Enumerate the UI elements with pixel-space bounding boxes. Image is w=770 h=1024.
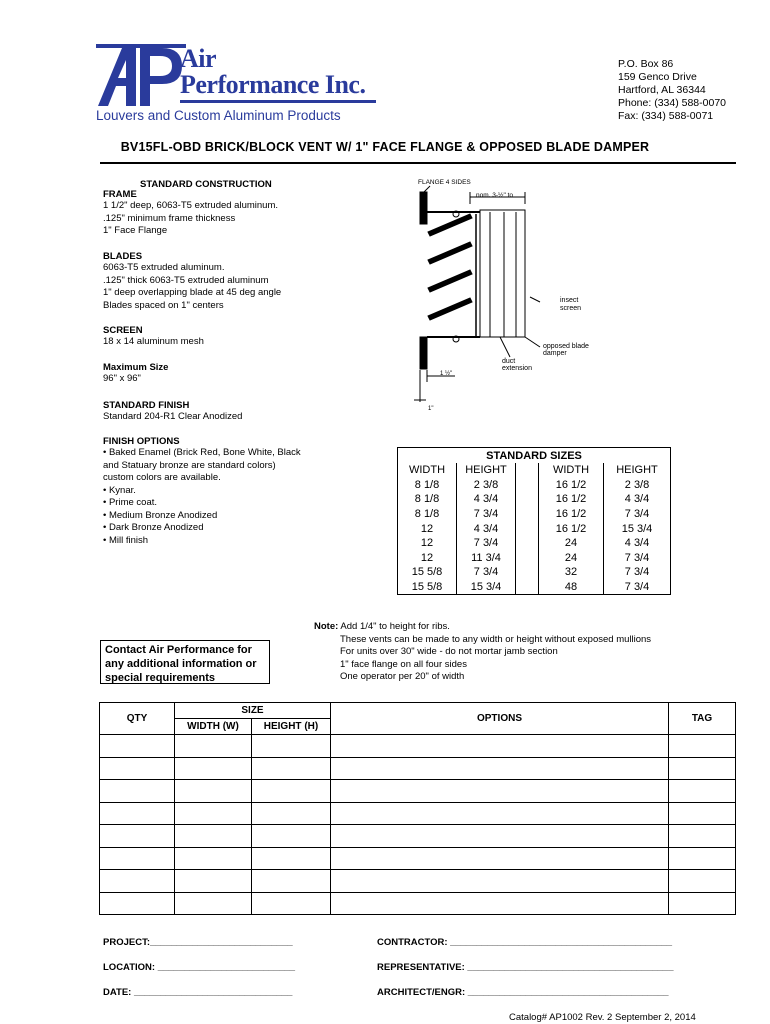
screen-section — [103, 325, 204, 349]
max-size-label: Maximum Size — [103, 362, 169, 373]
finish-options-section — [103, 436, 301, 547]
frame-line: 1" Face Flange — [103, 225, 168, 236]
finish-option: • Mill finish — [103, 534, 149, 546]
blades-line: 1" deep overlapping blade at 45 deg angle — [103, 287, 282, 298]
qty-header: QTY — [100, 703, 175, 735]
blades-section — [103, 251, 281, 312]
finish-option: and Statuary bronze are standard colors) — [103, 459, 276, 471]
note-line: These vents can be made to any width or height without exposed mullions — [340, 633, 652, 645]
diagram-duct-label: extension — [502, 365, 532, 372]
address-line: 159 Genco Drive — [618, 71, 697, 83]
order-table — [99, 702, 736, 915]
note-line: 1" face flange on all four sides — [340, 658, 467, 670]
size-header: SIZE — [175, 703, 331, 719]
blades-line: 6063-T5 extruded aluminum. — [103, 262, 225, 273]
diagram-dim-bottom: 1 ½" — [440, 371, 453, 377]
blades-line: .125" thick 6063-T5 extruded aluminum — [103, 274, 269, 286]
standard-sizes-table — [397, 447, 671, 595]
frame-line: 1 1/2" deep, 6063-T5 extruded aluminum. — [103, 200, 279, 211]
finish-option: • Dark Bronze Anodized — [103, 522, 204, 533]
frame-label: FRAME — [103, 189, 137, 200]
diagram-damper-label: damper — [543, 350, 567, 357]
screen-label: SCREEN — [103, 325, 143, 336]
logo-line-air: Air — [180, 44, 217, 73]
logo-line-performance: Performance Inc. — [180, 70, 366, 99]
options-header: OPTIONS — [331, 703, 669, 735]
sizes-row: 8 1/8 2 3/8 16 1/2 2 3/8 — [398, 478, 670, 493]
finish-options-label: FINISH OPTIONS — [103, 436, 180, 447]
diagram-duct-label: duct — [502, 358, 516, 365]
order-row[interactable] — [100, 825, 736, 848]
sizes-header: WIDTH — [539, 463, 604, 478]
contact-line: special requirements — [105, 672, 216, 684]
logo-rule — [180, 100, 376, 103]
order-row[interactable] — [100, 780, 736, 803]
diagram-dim-label: nom. 3-½" to — [476, 192, 513, 199]
order-row[interactable] — [100, 802, 736, 825]
finish-section — [103, 400, 242, 424]
sizes-row: 12 4 3/4 16 1/2 15 3/4 — [398, 521, 670, 536]
contact-line: any additional information or — [105, 658, 257, 670]
finish-option: • Kynar. — [103, 484, 136, 496]
note-line: One operator per 20" of width — [340, 671, 465, 682]
representative-field[interactable]: REPRESENTATIVE: _______________________________________ — [377, 962, 674, 973]
finish-label: STANDARD FINISH — [103, 400, 190, 411]
order-row[interactable] — [100, 757, 736, 780]
project-field[interactable]: PROJECT:___________________________ — [103, 937, 293, 948]
note-label: Note: — [314, 621, 339, 632]
order-row[interactable] — [100, 870, 736, 893]
screen-line: 18 x 14 aluminum mesh — [103, 336, 204, 347]
order-row[interactable] — [100, 847, 736, 870]
diagram-insect-label: insect — [560, 297, 579, 304]
spec-heading: STANDARD CONSTRUCTION — [140, 179, 272, 190]
diagram-flange-label: FLANGE 4 SIDES — [418, 179, 471, 186]
diagram-insect-label: screen — [560, 305, 582, 312]
company-address — [618, 58, 726, 123]
notes-block — [314, 621, 651, 684]
title-divider — [100, 162, 736, 164]
height-header: HEIGHT (H) — [252, 719, 331, 735]
page-title: BV15FL-OBD BRICK/BLOCK VENT W/ 1" FACE FLANGE & OPPOSED BLADE DAMPER — [120, 140, 650, 154]
sizes-header: WIDTH — [408, 464, 446, 477]
diagram-damper-label: opposed blade — [543, 343, 589, 350]
contact-box — [100, 640, 270, 684]
contractor-field[interactable]: CONTRACTOR: __________________________________________ — [377, 937, 673, 948]
sizes-row: 8 1/8 4 3/4 16 1/2 4 3/4 — [398, 492, 670, 507]
sizes-title: STANDARD SIZES — [486, 449, 582, 462]
catalog-number: Catalog# AP1002 Rev. 2 September 2, 2014 — [509, 1012, 696, 1023]
frame-line: .125" minimum frame thickness — [103, 212, 236, 224]
date-field[interactable]: DATE: ______________________________ — [103, 987, 293, 998]
address-line: Hartford, AL 36344 — [618, 84, 706, 96]
order-row[interactable] — [100, 735, 736, 758]
sizes-header: HEIGHT — [604, 463, 671, 478]
finish-option: • Prime coat. — [103, 497, 158, 508]
tag-header: TAG — [669, 703, 736, 735]
sizes-row: 12 11 3/4 24 7 3/4 — [398, 551, 670, 566]
sizes-row: 15 5/8 7 3/4 32 7 3/4 — [398, 565, 670, 580]
finish-option: custom colors are available. — [103, 472, 221, 483]
max-size-section — [103, 362, 168, 386]
blades-label: BLADES — [103, 251, 143, 262]
sizes-row: 8 1/8 7 3/4 16 1/2 7 3/4 — [398, 507, 670, 522]
logo-tagline: Louvers and Custom Aluminum Products — [96, 108, 341, 123]
finish-option: • Medium Bronze Anodized — [103, 509, 218, 521]
order-row[interactable] — [100, 892, 736, 915]
finish-line: Standard 204-R1 Clear Anodized — [103, 411, 243, 422]
diagram-dim-side: 1" — [428, 406, 434, 412]
max-size-line: 96" x 96" — [103, 373, 141, 384]
company-logo — [96, 42, 386, 124]
contact-line: Contact Air Performance for — [105, 644, 252, 656]
sizes-row: 12 7 3/4 24 4 3/4 — [398, 536, 670, 551]
ap-monogram-icon — [96, 42, 186, 108]
width-header: WIDTH (W) — [175, 719, 252, 735]
sizes-header: HEIGHT — [457, 463, 516, 478]
location-field[interactable]: LOCATION: __________________________ — [103, 962, 296, 973]
note-line: Add 1/4" to height for ribs. — [340, 621, 450, 632]
note-line: For units over 30" wide - do not mortar jamb section — [340, 646, 558, 657]
frame-section — [103, 189, 278, 238]
blades-line: Blades spaced on 1" centers — [103, 299, 224, 311]
sizes-row: 15 5/8 15 3/4 48 7 3/4 — [398, 580, 670, 595]
address-line: P.O. Box 86 — [618, 58, 674, 70]
architect-field[interactable]: ARCHITECT/ENGR: ______________________________________ — [377, 987, 669, 998]
finish-option: • Baked Enamel (Brick Red, Bone White, Black — [103, 447, 301, 458]
address-line: Phone: (334) 588-0070 — [618, 97, 726, 109]
vent-section-diagram — [400, 172, 630, 417]
address-line: Fax: (334) 588-0071 — [618, 110, 714, 122]
